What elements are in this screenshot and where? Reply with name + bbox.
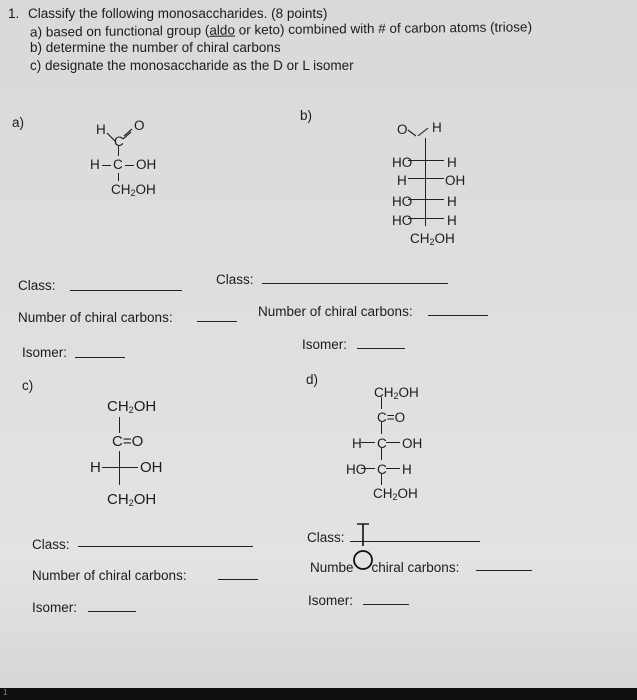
structure-d-bottom: $CH_2OH$ [373, 486, 418, 502]
structure-a-bond [102, 165, 111, 166]
isomer-label-d: Isomer: [308, 593, 354, 608]
isomer-label-a: Isomer: [22, 345, 68, 360]
structure-d-bond [361, 442, 375, 443]
structure-d-top: $CH_2OH$ [374, 385, 419, 401]
structure-c-label: c) [22, 378, 34, 393]
structure-a-row2-right: OH [136, 157, 157, 172]
chiral-label-d: Numbe chiral carbons: [310, 560, 460, 575]
structure-d-label: d) [306, 372, 319, 387]
question-part-b: b) determine the number of chiral carbons [30, 40, 281, 55]
structure-d-row3-right: H [402, 462, 412, 477]
question-title: Classify the following monosaccharides. (8 points) [28, 6, 328, 21]
structure-b-row4-right: H [447, 213, 457, 228]
structure-d-bond [361, 468, 375, 469]
structure-c-carbonyl: C=O [112, 433, 144, 450]
structure-b-bottom: $CH_2OH$ [410, 231, 455, 247]
structure-a-row2-c: C [113, 157, 123, 172]
structure-a-bond [125, 165, 134, 166]
structure-b-row3-right: H [447, 194, 457, 209]
structure-d-row2-c: C [377, 436, 387, 451]
structure-a-o: O [134, 118, 145, 133]
structure-c-top: $CH_2OH$ [107, 398, 157, 415]
structure-d-carbonyl: C=O [377, 410, 406, 425]
structure-b-bond [408, 218, 444, 219]
structure-b-row3-left: HO [392, 194, 413, 209]
structure-d-bond [381, 474, 382, 485]
footer-strip [0, 688, 637, 700]
structure-c-left: H [90, 459, 101, 476]
chiral-blank-c[interactable] [218, 579, 258, 580]
structure-a-c-top: C [114, 134, 124, 149]
structure-b-bond [408, 199, 444, 200]
page-number: 1 [3, 688, 8, 697]
structure-d-row2-right: OH [402, 436, 423, 451]
structure-c-bond [119, 417, 120, 433]
structure-b-backbone [425, 138, 426, 226]
class-blank-b[interactable] [262, 283, 448, 284]
isomer-blank-a[interactable] [75, 357, 125, 358]
structure-a-h: H [96, 122, 106, 137]
isomer-label-b: Isomer: [302, 337, 348, 352]
structure-b-row2-right: OH [445, 173, 466, 188]
structure-d-row3-left: HO [346, 462, 367, 477]
question-part-a: a) based on functional group (aldo or keto) combined with # of carbon atoms (triose) [29, 19, 533, 40]
class-label-d: Class: [307, 530, 345, 545]
structure-d-row2-left: H [352, 436, 362, 451]
structure-a-bottom: $CH_2OH$ [111, 182, 156, 198]
structure-a-row2-left: H [90, 157, 100, 172]
structure-b-top-h: H [432, 120, 442, 135]
structure-c-bottom: $CH_2OH$ [107, 491, 157, 508]
chiral-blank-b[interactable] [428, 315, 488, 316]
isomer-label-c: Isomer: [32, 600, 78, 615]
structure-d-bond [381, 397, 382, 409]
structure-b-bond [408, 178, 444, 179]
structure-d-bond [381, 448, 382, 460]
structure-c-bond [119, 451, 120, 485]
structure-a-label: a) [12, 115, 25, 130]
class-label-b: Class: [216, 272, 254, 287]
class-label-c: Class: [32, 537, 70, 552]
structure-b-row2-left: H [397, 173, 407, 188]
structure-b-row1-right: H [447, 155, 457, 170]
class-label-a: Class: [18, 278, 56, 293]
isomer-blank-b[interactable] [357, 348, 405, 349]
isomer-blank-c[interactable] [88, 611, 136, 612]
chiral-label-c: Number of chiral carbons: [32, 568, 187, 583]
text-cursor-marker-icon [343, 520, 383, 578]
chiral-label-b: Number of chiral carbons: [258, 304, 413, 319]
structure-d-bond [386, 468, 400, 469]
isomer-blank-d[interactable] [363, 604, 409, 605]
structure-b-bond [408, 160, 444, 161]
structure-a-bond [118, 173, 119, 181]
aldo-underlined-word: aldo [209, 22, 235, 38]
question-number: 1. [8, 6, 20, 21]
structure-d-row3-c: C [377, 462, 387, 477]
structure-d-bond [381, 422, 382, 434]
structure-c-bond [102, 467, 138, 468]
structure-b-top-o: O [397, 122, 408, 137]
structure-b-row4-left: HO [392, 213, 413, 228]
chiral-label-a: Number of chiral carbons: [18, 310, 173, 325]
class-blank-a[interactable] [70, 290, 182, 291]
structure-d-bond [386, 442, 400, 443]
structure-b-label: b) [300, 108, 313, 123]
structure-c-right: OH [140, 459, 163, 476]
question-part-c: c) designate the monosaccharide as the D or L isomer [30, 58, 354, 73]
chiral-blank-d[interactable] [476, 570, 532, 571]
class-blank-c[interactable] [78, 546, 253, 547]
chiral-blank-a[interactable] [197, 321, 237, 322]
structure-b-row1-left: HO [392, 155, 413, 170]
structure-a-bond [118, 146, 119, 156]
